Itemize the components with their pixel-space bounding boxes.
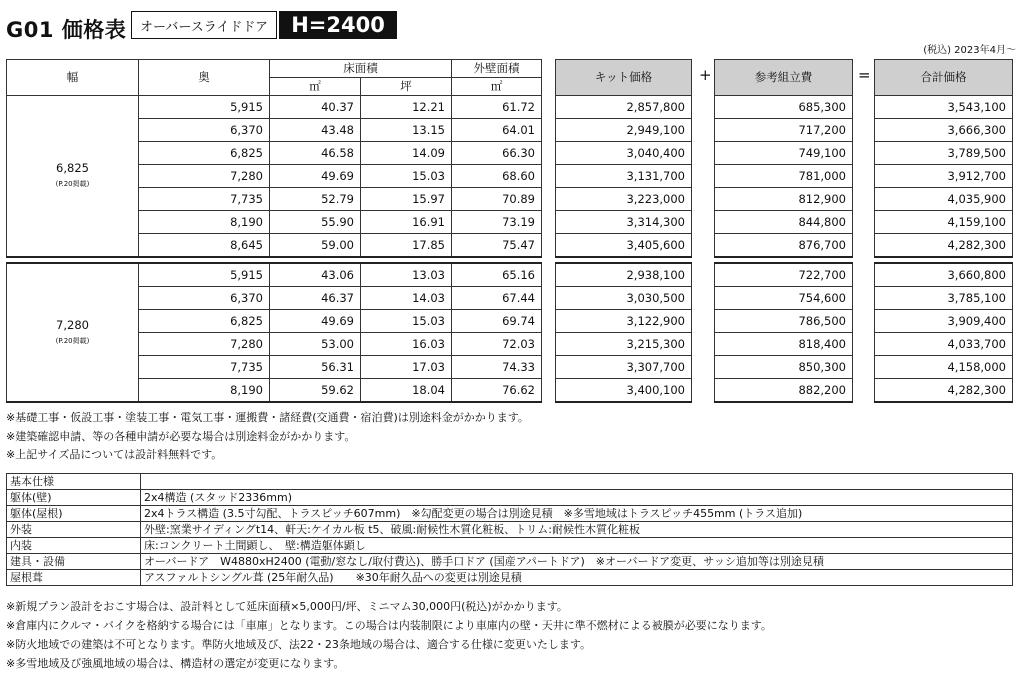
floor-tsubo-cell: 14.03 — [361, 287, 452, 310]
table-row — [715, 188, 853, 211]
header-total-price: 合計価格 — [875, 60, 1013, 96]
assembly-fee-cell: 818,400 — [715, 333, 853, 356]
spec-value: 外壁:窯業サイディングt14、軒天:ケイカル板 t5、破風:耐候性木質化粧板、トリム:耐候性木質化粧板 — [141, 522, 1013, 538]
table-row — [715, 379, 853, 403]
wall-area-cell: 73.19 — [452, 211, 542, 234]
floor-tsubo-cell: 16.91 — [361, 211, 452, 234]
floor-tsubo-cell: 17.03 — [361, 356, 452, 379]
note-line: ※基礎工事・仮設工事・塗装工事・電気工事・運搬費・諸経費(交通費・宿泊費)は別途料金がかかります。 — [6, 411, 529, 424]
total-price-cell: 4,159,100 — [875, 211, 1013, 234]
table-row — [715, 142, 853, 165]
assembly-fee-cell: 812,900 — [715, 188, 853, 211]
table-row — [875, 142, 1013, 165]
width-value: 6,825 — [56, 161, 89, 175]
wall-area-cell: 66.30 — [452, 142, 542, 165]
kit-price-cell: 3,030,500 — [556, 287, 692, 310]
wall-area-cell: 65.16 — [452, 263, 542, 287]
note-line: ※多雪地域及び強風地域の場合は、構造材の選定が変更になります。 — [6, 657, 345, 670]
table-row — [556, 310, 692, 333]
header-floor-m2: ㎡ — [270, 78, 361, 96]
plus-sign: + — [699, 66, 712, 84]
table-row — [715, 234, 853, 258]
table-row — [875, 211, 1013, 234]
note-line: ※新規プラン設計をおこす場合は、設計料として延床面積×5,000円/坪、ミニマム30,000円(税込)がかかります。 — [6, 600, 568, 613]
spec-value: 2x4構造 (スタッド2336mm) — [141, 490, 1013, 506]
floor-tsubo-cell: 15.03 — [361, 310, 452, 333]
equals-sign: = — [858, 66, 871, 84]
total-price-cell: 3,666,300 — [875, 119, 1013, 142]
table-row — [556, 356, 692, 379]
spec-heading-blank — [141, 474, 1013, 490]
table-row — [556, 142, 692, 165]
table-row — [556, 379, 692, 403]
floor-tsubo-cell: 16.03 — [361, 333, 452, 356]
floor-tsubo-cell: 18.04 — [361, 379, 452, 403]
page-title: G01 価格表 — [6, 18, 127, 42]
header-floor-tsubo: 坪 — [361, 78, 452, 96]
floor-tsubo-cell: 13.15 — [361, 119, 452, 142]
kit-price-cell: 2,857,800 — [556, 96, 692, 119]
wall-area-cell: 75.47 — [452, 234, 542, 258]
floor-m2-cell: 43.06 — [270, 263, 361, 287]
kit-price-cell: 3,223,000 — [556, 188, 692, 211]
table-row — [715, 96, 853, 119]
total-price-table — [874, 59, 1013, 403]
page-reference: (P.20掲載) — [55, 180, 90, 188]
wall-area-cell: 64.01 — [452, 119, 542, 142]
table-row — [556, 263, 692, 287]
tax-date-note: (税込) 2023年4月〜 — [923, 45, 1016, 56]
total-price-cell: 3,789,500 — [875, 142, 1013, 165]
floor-m2-cell: 40.37 — [270, 96, 361, 119]
assembly-fee-cell: 882,200 — [715, 379, 853, 403]
depth-cell: 6,370 — [139, 287, 270, 310]
total-price-cell: 3,909,400 — [875, 310, 1013, 333]
assembly-fee-cell: 850,300 — [715, 356, 853, 379]
floor-m2-cell: 56.31 — [270, 356, 361, 379]
spec-label: 外装 — [7, 522, 141, 538]
table-row — [875, 310, 1013, 333]
table-row — [556, 287, 692, 310]
assembly-fee-table — [714, 59, 853, 403]
total-price-cell: 4,033,700 — [875, 333, 1013, 356]
floor-m2-cell: 49.69 — [270, 310, 361, 333]
note-line: ※倉庫内にクルマ・バイクを格納する場合には「車庫」となります。この場合は内装制限により車庫内の壁・天井に準不燃材による被膜が必要になります。 — [6, 619, 772, 632]
table-row — [556, 165, 692, 188]
width-cell — [7, 263, 139, 402]
kit-price-cell: 3,405,600 — [556, 234, 692, 258]
door-type-label: オーバースライドドア — [131, 11, 277, 39]
height-badge: H=2400 — [279, 11, 397, 39]
floor-tsubo-cell: 15.97 — [361, 188, 452, 211]
table-row — [875, 263, 1013, 287]
floor-tsubo-cell: 14.09 — [361, 142, 452, 165]
assembly-fee-body — [715, 96, 853, 403]
spec-label: 内装 — [7, 538, 141, 554]
wall-area-cell: 68.60 — [452, 165, 542, 188]
floor-m2-cell: 46.37 — [270, 287, 361, 310]
total-price-cell: 4,282,300 — [875, 379, 1013, 403]
total-price-cell: 4,035,900 — [875, 188, 1013, 211]
spec-table — [6, 473, 1013, 586]
wall-area-cell: 69.74 — [452, 310, 542, 333]
table-row — [556, 119, 692, 142]
depth-cell: 7,735 — [139, 188, 270, 211]
wall-area-cell: 67.44 — [452, 287, 542, 310]
note-line: ※上記サイズ品については設計料無料です。 — [6, 448, 223, 461]
kit-price-cell: 2,938,100 — [556, 263, 692, 287]
assembly-fee-cell: 685,300 — [715, 96, 853, 119]
table-row — [7, 263, 542, 287]
table-row — [556, 188, 692, 211]
depth-cell: 6,825 — [139, 310, 270, 333]
spec-value: オーバードア W4880xH2400 (電動/窓なし/取付費込)、勝手口ドア (国産アパートドア) ※オーバードア変更、サッシ追加等は別途見積 — [141, 554, 1013, 570]
spec-label: 躯体(壁) — [7, 490, 141, 506]
table-row — [556, 211, 692, 234]
depth-cell: 5,915 — [139, 263, 270, 287]
note-line: ※防火地域での建築は不可となります。準防火地域及び、法22・23条地域の場合は、適合する仕様に変更いたします。 — [6, 638, 592, 651]
wall-area-cell: 74.33 — [452, 356, 542, 379]
depth-cell: 6,370 — [139, 119, 270, 142]
kit-price-cell: 3,307,700 — [556, 356, 692, 379]
total-price-cell: 4,158,000 — [875, 356, 1013, 379]
table-row — [875, 165, 1013, 188]
depth-cell: 8,190 — [139, 211, 270, 234]
header-depth: 奥 — [139, 60, 270, 96]
table-row — [875, 356, 1013, 379]
wall-area-cell: 70.89 — [452, 188, 542, 211]
floor-m2-cell: 43.48 — [270, 119, 361, 142]
spec-heading: 基本仕様 — [7, 474, 141, 490]
table-row — [556, 96, 692, 119]
kit-price-cell: 3,131,700 — [556, 165, 692, 188]
floor-tsubo-cell: 12.21 — [361, 96, 452, 119]
floor-tsubo-cell: 17.85 — [361, 234, 452, 258]
table-row — [875, 333, 1013, 356]
table-row — [875, 96, 1013, 119]
depth-cell: 7,735 — [139, 356, 270, 379]
total-price-cell: 3,785,100 — [875, 287, 1013, 310]
spec-label: 屋根葺 — [7, 570, 141, 586]
assembly-fee-cell: 722,700 — [715, 263, 853, 287]
floor-m2-cell: 46.58 — [270, 142, 361, 165]
dimensions-body — [7, 96, 542, 403]
kit-price-cell: 2,949,100 — [556, 119, 692, 142]
total-price-cell: 3,912,700 — [875, 165, 1013, 188]
depth-cell: 7,280 — [139, 165, 270, 188]
floor-m2-cell: 53.00 — [270, 333, 361, 356]
table-row — [875, 119, 1013, 142]
wall-area-cell: 76.62 — [452, 379, 542, 403]
kit-price-cell: 3,215,300 — [556, 333, 692, 356]
total-price-cell: 3,543,100 — [875, 96, 1013, 119]
floor-m2-cell: 59.00 — [270, 234, 361, 258]
assembly-fee-cell: 786,500 — [715, 310, 853, 333]
kit-price-cell: 3,314,300 — [556, 211, 692, 234]
header-floor-area: 床面積 — [270, 60, 452, 78]
floor-m2-cell: 52.79 — [270, 188, 361, 211]
assembly-fee-cell: 844,800 — [715, 211, 853, 234]
spec-value: アスファルトシングル葺 (25年耐久品) ※30年耐久品への変更は別途見積 — [141, 570, 1013, 586]
floor-tsubo-cell: 15.03 — [361, 165, 452, 188]
table-row — [715, 310, 853, 333]
header-kit-price: キット価格 — [556, 60, 692, 96]
depth-cell: 7,280 — [139, 333, 270, 356]
wall-area-cell: 72.03 — [452, 333, 542, 356]
table-row — [715, 287, 853, 310]
dimensions-table — [6, 59, 542, 403]
table-row — [875, 379, 1013, 403]
assembly-fee-cell: 749,100 — [715, 142, 853, 165]
spec-value: 2x4トラス構造 (3.5寸勾配、トラスピッチ607mm) ※勾配変更の場合は別途見積 ※多雪地域はトラスピッチ455mm (トラス追加) — [141, 506, 1013, 522]
header-wall-area: 外壁面積 — [452, 60, 542, 78]
table-row — [715, 165, 853, 188]
header-assembly-fee: 参考組立費 — [715, 60, 853, 96]
depth-cell: 5,915 — [139, 96, 270, 119]
table-row — [715, 356, 853, 379]
total-price-cell: 4,282,300 — [875, 234, 1013, 258]
table-row — [556, 234, 692, 258]
kit-price-body — [556, 96, 692, 403]
table-row — [715, 333, 853, 356]
kit-price-cell: 3,400,100 — [556, 379, 692, 403]
assembly-fee-cell: 876,700 — [715, 234, 853, 258]
width-value: 7,280 — [56, 317, 89, 332]
header-width: 幅 — [7, 60, 139, 96]
assembly-fee-cell: 781,000 — [715, 165, 853, 188]
width-cell — [7, 96, 139, 258]
depth-cell: 8,645 — [139, 234, 270, 258]
depth-cell: 8,190 — [139, 379, 270, 403]
floor-tsubo-cell: 13.03 — [361, 263, 452, 287]
kit-price-cell: 3,040,400 — [556, 142, 692, 165]
depth-cell: 6,825 — [139, 142, 270, 165]
table-row — [875, 188, 1013, 211]
spec-label: 建具・設備 — [7, 554, 141, 570]
assembly-fee-cell: 717,200 — [715, 119, 853, 142]
spec-label: 躯体(屋根) — [7, 506, 141, 522]
kit-price-table — [555, 59, 692, 403]
floor-m2-cell: 59.62 — [270, 379, 361, 403]
table-row — [715, 211, 853, 234]
kit-price-cell: 3,122,900 — [556, 310, 692, 333]
header-wall-m2: ㎡ — [452, 78, 542, 96]
wall-area-cell: 61.72 — [452, 96, 542, 119]
assembly-fee-cell: 754,600 — [715, 287, 853, 310]
total-price-body — [875, 96, 1013, 403]
table-row — [556, 333, 692, 356]
table-row — [715, 263, 853, 287]
spec-value: 床:コンクリート土間顕し、 壁:構造躯体顕し — [141, 538, 1013, 554]
table-row — [875, 234, 1013, 258]
table-row — [715, 119, 853, 142]
floor-m2-cell: 55.90 — [270, 211, 361, 234]
note-line: ※建築確認申請、等の各種申請が必要な場合は別途料金がかかります。 — [6, 430, 356, 443]
page-reference: (P.20掲載) — [55, 336, 90, 345]
total-price-cell: 3,660,800 — [875, 263, 1013, 287]
table-row — [875, 287, 1013, 310]
floor-m2-cell: 49.69 — [270, 165, 361, 188]
table-row — [7, 96, 542, 119]
